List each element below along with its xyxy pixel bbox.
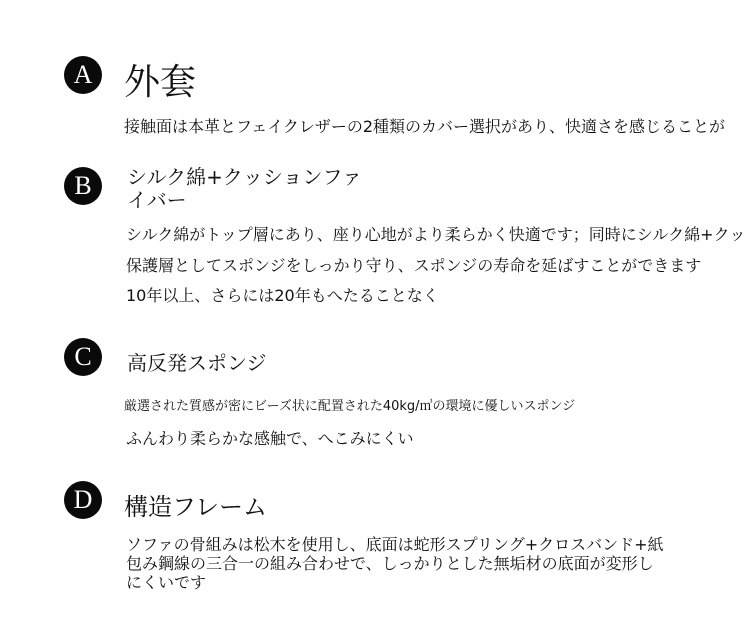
section-b-title: シルク綿+クッションファイバー	[127, 165, 363, 212]
section-b-line-1: シルク綿がトップ層にあり、座り心地がより柔らかく快適です；同時にシルク綿+クッ	[126, 225, 746, 244]
section-c-title: 高反発スポンジ	[127, 351, 267, 375]
section-b-line-3: 10年以上、さらには20年もへたることなく	[126, 286, 439, 305]
section-a-title: 外套	[124, 62, 197, 103]
section-b-badge: B	[64, 167, 102, 205]
section-c-line-1: 厳選された質感が密にビーズ状に配置された40kg/㎥の環境に優しいスポンジ	[124, 399, 576, 414]
section-c-badge: C	[64, 338, 102, 376]
section-b-line-2: 保護層としてスポンジをしっかり守り、スポンジの寿命を延ばすことができます	[126, 256, 702, 275]
section-a-badge: A	[64, 56, 102, 94]
section-d-title: 構造フレーム	[124, 493, 268, 521]
section-d-badge: D	[64, 481, 102, 519]
section-a-description: 接触面は本革とフェイクレザーの2種類のカバー選択があり、快適さを感じることが	[124, 117, 726, 136]
section-c-line-2: ふんわり柔らかな感触で、へこみにくい	[126, 429, 414, 448]
section-d-description: ソファの骨組みは松木を使用し、底面は蛇形スプリング+クロスバンド+紙包み鋼線の三合一の組み合わせで、しっかりとした無垢材の底面が変形しにくいです	[126, 535, 664, 592]
